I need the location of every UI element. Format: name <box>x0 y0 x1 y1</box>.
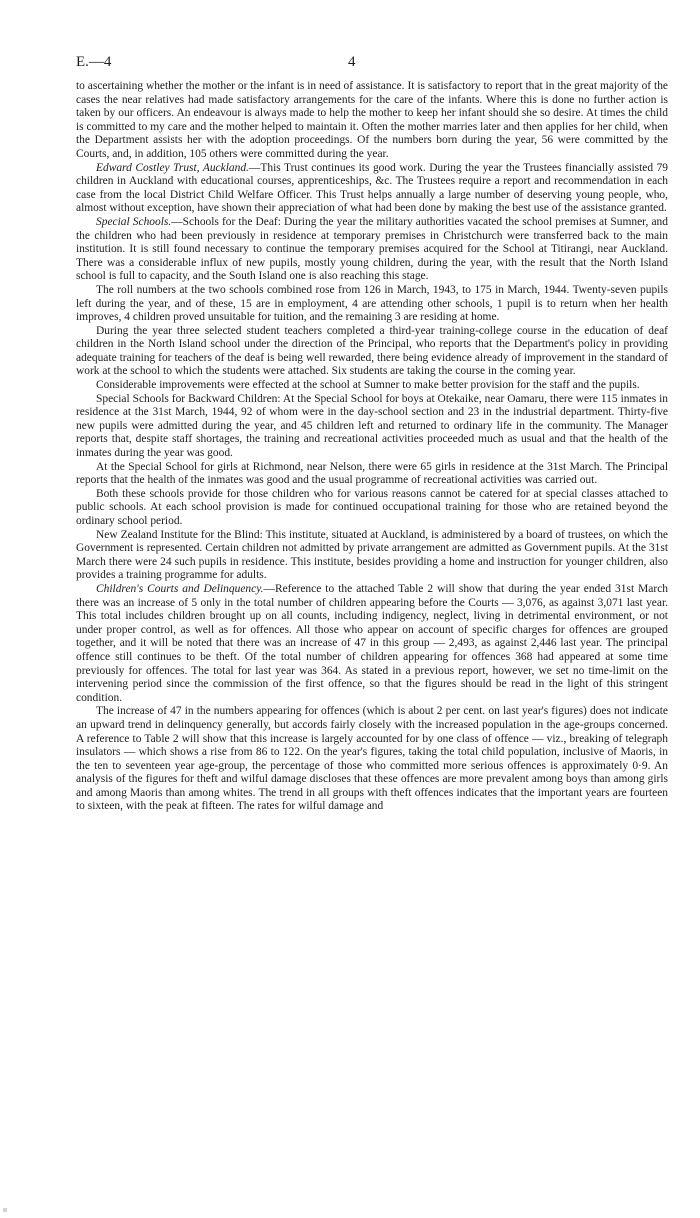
paragraph-text: Considerable improvements were effected at the school at Sumner to make better provision for the staff and the pupils. <box>96 379 640 392</box>
paragraph-text: Special Schools for Backward Children: At the Special School for boys at Otekaike, near Oamaru, there were 115 inmates in residence at the 31st March, 1944, 92 of whom were in the day-school section and 23 in the industrial department. Thirty-five new pupils were admitted during the year, and 45 children left and returned to ordinary life in the community. The Manager reports that, despite staff shortages, the training and recreational activities proceeded much as usual and that the health of the inmates during the year was good. <box>76 392 668 460</box>
paragraph <box>76 80 668 162</box>
paragraph-heading: Edward Costley Trust, Auckland. <box>96 161 249 174</box>
paragraph-heading: Children's Courts and Delinquency. <box>96 582 264 595</box>
scan-artifact <box>3 1208 7 1212</box>
paragraph-text: —Schools for the Deaf: During the year the military authorities vacated the school premises at Sumner, and the children who had been previously in residence at temporary premises in Christchurch were transferred back to the main institution. It is still found necessary to continue the temporary premises acquired for the School at Titirangi, near Auckland. There was a considerable influx of new pupils, mostly young children, during the year, with the result that the North Island school is full to capacity, and the South Island one is also reaching this stage. <box>76 215 668 283</box>
paragraph <box>76 284 668 325</box>
document-reference: E.—4 <box>76 54 112 70</box>
paragraph <box>76 325 668 379</box>
paragraph-text: The increase of 47 in the numbers appearing for offences (which is about 2 per cent. on last year's figures) does not indicate an upward trend in delinquency generally, but accords fairly closely with the increased population in the age-groups concerned. A reference to Table 2 will show that this increase is largely accounted for by one class of offence — viz., breaking of telegraph insulators — which shows a rise from 86 to 122. On the year's figures, taking the total child population, inclusive of Maoris, in the ten to seventeen year age-group, the percentage of those who committed more serious offences is approximately 0·9. An analysis of the figures for theft and wilful damage discloses that these offences are more prevalent among boys than among girls and among Maoris than among whites. The trend in all groups with theft offences indicates that the important years are fourteen to sixteen, with the peak at fifteen. The rates for wilful damage and <box>76 705 668 813</box>
paragraph <box>76 488 668 529</box>
paragraph <box>76 583 668 705</box>
paragraph <box>76 216 668 284</box>
page-header <box>76 54 668 80</box>
paragraph <box>76 705 668 814</box>
page-number: 4 <box>348 54 356 70</box>
paragraph <box>76 529 668 583</box>
document-page <box>76 54 668 814</box>
body-text <box>76 80 668 814</box>
paragraph-text: —Reference to the attached Table 2 will show that during the year ended 31st March there was an increase of 5 only in the total number of children appearing before the Courts — 3,076, as against 3,071 last year. This total includes children brought up on all counts, including indigency, neglect, living in detrimental environment, or not under proper control, as well as for offences. All those who appear on account of specific charges for offences are grouped together, and it will be noted that there was an increase of 47 in this group — 2,493, as against 2,446 last year. The principal offence still continues to be theft. Of the total number of children appearing for offences 368 had appeared at some time previously for offences. The total for last year was 364. As stated in a previous report, however, we set no time-limit on the intervening period since the commission of the first offence, so that the figures should be read in the light of this stringent condition. <box>76 582 668 704</box>
paragraph-text: At the Special School for girls at Richmond, near Nelson, there were 65 girls in residence at the 31st March. The Principal reports that the health of the inmates was good and the usual programme of recreational activities was carried out. <box>76 460 668 487</box>
paragraph-text: The roll numbers at the two schools combined rose from 126 in March, 1943, to 175 in March, 1944. Twenty-seven pupils left during the year, and of these, 15 are in employment, 4 are attending other schools, 1 pupil is to return when her health improves, 4 children proved unsuitable for tuition, and the remaining 3 are residing at home. <box>76 283 668 324</box>
paragraph-text: New Zealand Institute for the Blind: This institute, situated at Auckland, is administered by a board of trustees, on which the Government is represented. Certain children not admitted by private arrangement are admitted as Government pupils. At the 31st March there were 24 such pupils in residence. This institute, besides providing a home and instruction for younger children, also provides a training programme for adults. <box>76 528 668 582</box>
paragraph-text: Both these schools provide for those children who for various reasons cannot be catered for at special classes attached to public schools. At each school provision is made for continued occupational training for those who are retained beyond the ordinary school period. <box>76 487 668 527</box>
paragraph-heading: Special Schools. <box>96 215 172 228</box>
paragraph <box>76 162 668 216</box>
paragraph-text: —This Trust continues its good work. During the year the Trustees financially assisted 79 children in Auckland with educational courses, apprenticeships, &c. The Trustees require a report and recommendation in each case from the local District Child Welfare Officer. This Trust helps annually a large number of deserving young people, who, almost without exception, have shown their appreciation of what had been done by making the best use of the assistance granted. <box>76 161 669 215</box>
paragraph-text: to ascertaining whether the mother or the infant is in need of assistance. It is satisfactory to report that in the great majority of the cases the near relatives had made satisfactory arrangements for the care of the infants. Where this is done no further action is taken by our officers. An endeavour is always made to help the mother to keep her infant should she so desire. At times the child is committed to my care and the mother helped to maintain it. Often the mother marries later and then applies for her child, when the Department assists her with the adoption proceedings. Of the numbers born during the year, 56 were committed by the Courts, and, in addition, 105 others were committed during the year. <box>76 80 668 160</box>
paragraph-text: During the year three selected student teachers completed a third-year training-college course in the education of deaf children in the North Island school under the direction of the Principal, who reports that the Department's policy in providing adequate training for teachers of the deaf is being well rewarded, there being evidence already of improvement in the standard of work at the school to which the students were attached. Six students are taking the course in the coming year. <box>76 324 668 378</box>
paragraph <box>76 461 668 488</box>
paragraph <box>76 393 668 461</box>
paragraph <box>76 379 668 393</box>
